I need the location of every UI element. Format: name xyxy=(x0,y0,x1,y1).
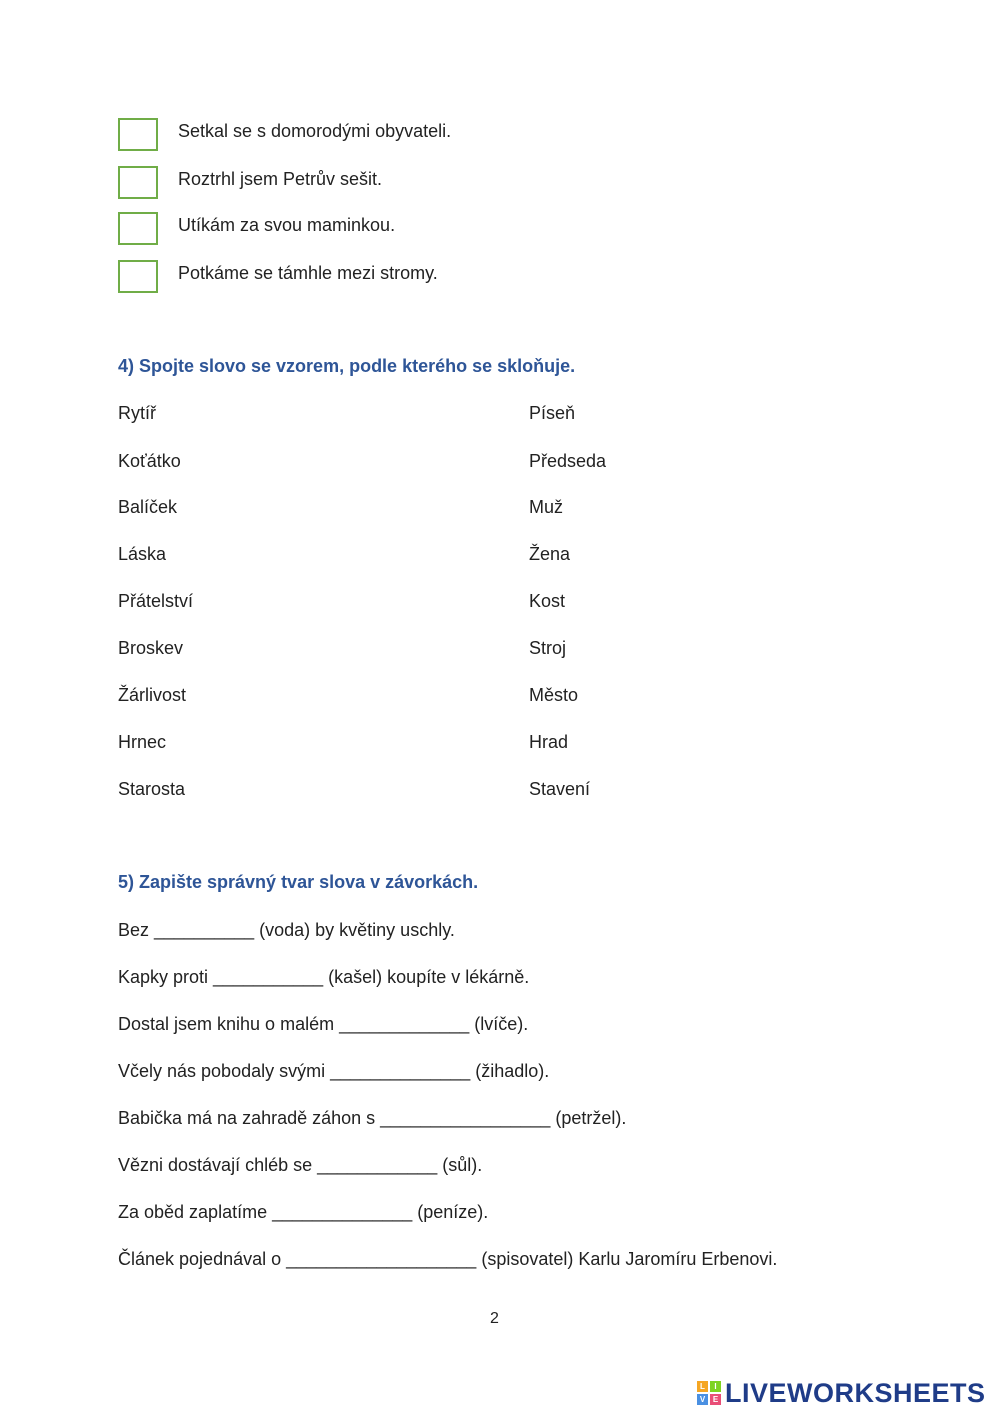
match-pattern[interactable]: Píseň xyxy=(529,403,576,423)
match-pattern[interactable]: Muž xyxy=(529,497,564,517)
answer-checkbox[interactable] xyxy=(118,118,158,151)
match-pattern[interactable]: Město xyxy=(529,685,579,705)
logo-tile: V xyxy=(697,1394,708,1405)
page-number: 2 xyxy=(490,1310,499,1327)
match-pattern[interactable]: Hrad xyxy=(529,732,569,752)
checkbox-item-text: Potkáme se támhle mezi stromy. xyxy=(178,263,438,283)
fill-in-sentence[interactable]: Za oběd zaplatíme ______________ (peníze). xyxy=(118,1202,489,1222)
logo-tile: E xyxy=(710,1394,721,1405)
answer-checkbox[interactable] xyxy=(118,260,158,293)
liveworksheets-logo xyxy=(697,1378,986,1408)
fill-in-sentence[interactable]: Babička má na zahradě záhon s _________________ (petržel). xyxy=(118,1108,627,1128)
fill-in-sentence[interactable]: Vězni dostávají chléb se ____________ (sůl). xyxy=(118,1155,483,1175)
fill-in-sentence[interactable]: Článek pojednával o ___________________ (spisovatel) Karlu Jaromíru Erbenovi. xyxy=(118,1249,778,1269)
match-pattern[interactable]: Žena xyxy=(529,544,571,564)
fill-in-sentence[interactable]: Kapky proti ___________ (kašel) koupíte v lékárně. xyxy=(118,967,530,987)
logo-tile: L xyxy=(697,1381,708,1392)
section-4-heading: 4) Spojte slovo se vzorem, podle kterého se skloňuje. xyxy=(118,356,576,376)
answer-checkbox[interactable] xyxy=(118,212,158,245)
liveworksheets-logo-icon xyxy=(697,1381,721,1405)
match-word[interactable]: Láska xyxy=(118,544,167,564)
checkbox-item-text: Setkal se s domorodými obyvateli. xyxy=(178,121,452,141)
liveworksheets-logo-text: LIVEWORKSHEETS xyxy=(725,1377,986,1408)
match-word[interactable]: Hrnec xyxy=(118,732,167,752)
fill-in-sentence[interactable]: Bez __________ (voda) by květiny uschly. xyxy=(118,920,455,940)
checkbox-item-text: Utíkám za svou maminkou. xyxy=(178,215,396,235)
fill-in-sentence[interactable]: Včely nás pobodaly svými ______________ (žihadlo). xyxy=(118,1061,550,1081)
section-5-heading: 5) Zapište správný tvar slova v závorkách. xyxy=(118,872,479,892)
match-word[interactable]: Broskev xyxy=(118,638,184,658)
match-word[interactable]: Rytíř xyxy=(118,403,156,423)
fill-in-sentence[interactable]: Dostal jsem knihu o malém _____________ (lvíče). xyxy=(118,1014,529,1034)
answer-checkbox[interactable] xyxy=(118,166,158,199)
match-word[interactable]: Starosta xyxy=(118,779,186,799)
match-pattern[interactable]: Stroj xyxy=(529,638,567,658)
logo-tile: I xyxy=(710,1381,721,1392)
match-pattern[interactable]: Předseda xyxy=(529,451,607,471)
match-pattern[interactable]: Kost xyxy=(529,591,566,611)
match-word[interactable]: Žárlivost xyxy=(118,685,187,705)
match-word[interactable]: Koťátko xyxy=(118,451,181,471)
match-word[interactable]: Přátelství xyxy=(118,591,194,611)
match-pattern[interactable]: Stavení xyxy=(529,779,591,799)
match-word[interactable]: Balíček xyxy=(118,497,178,517)
checkbox-item-text: Roztrhl jsem Petrův sešit. xyxy=(178,169,383,189)
